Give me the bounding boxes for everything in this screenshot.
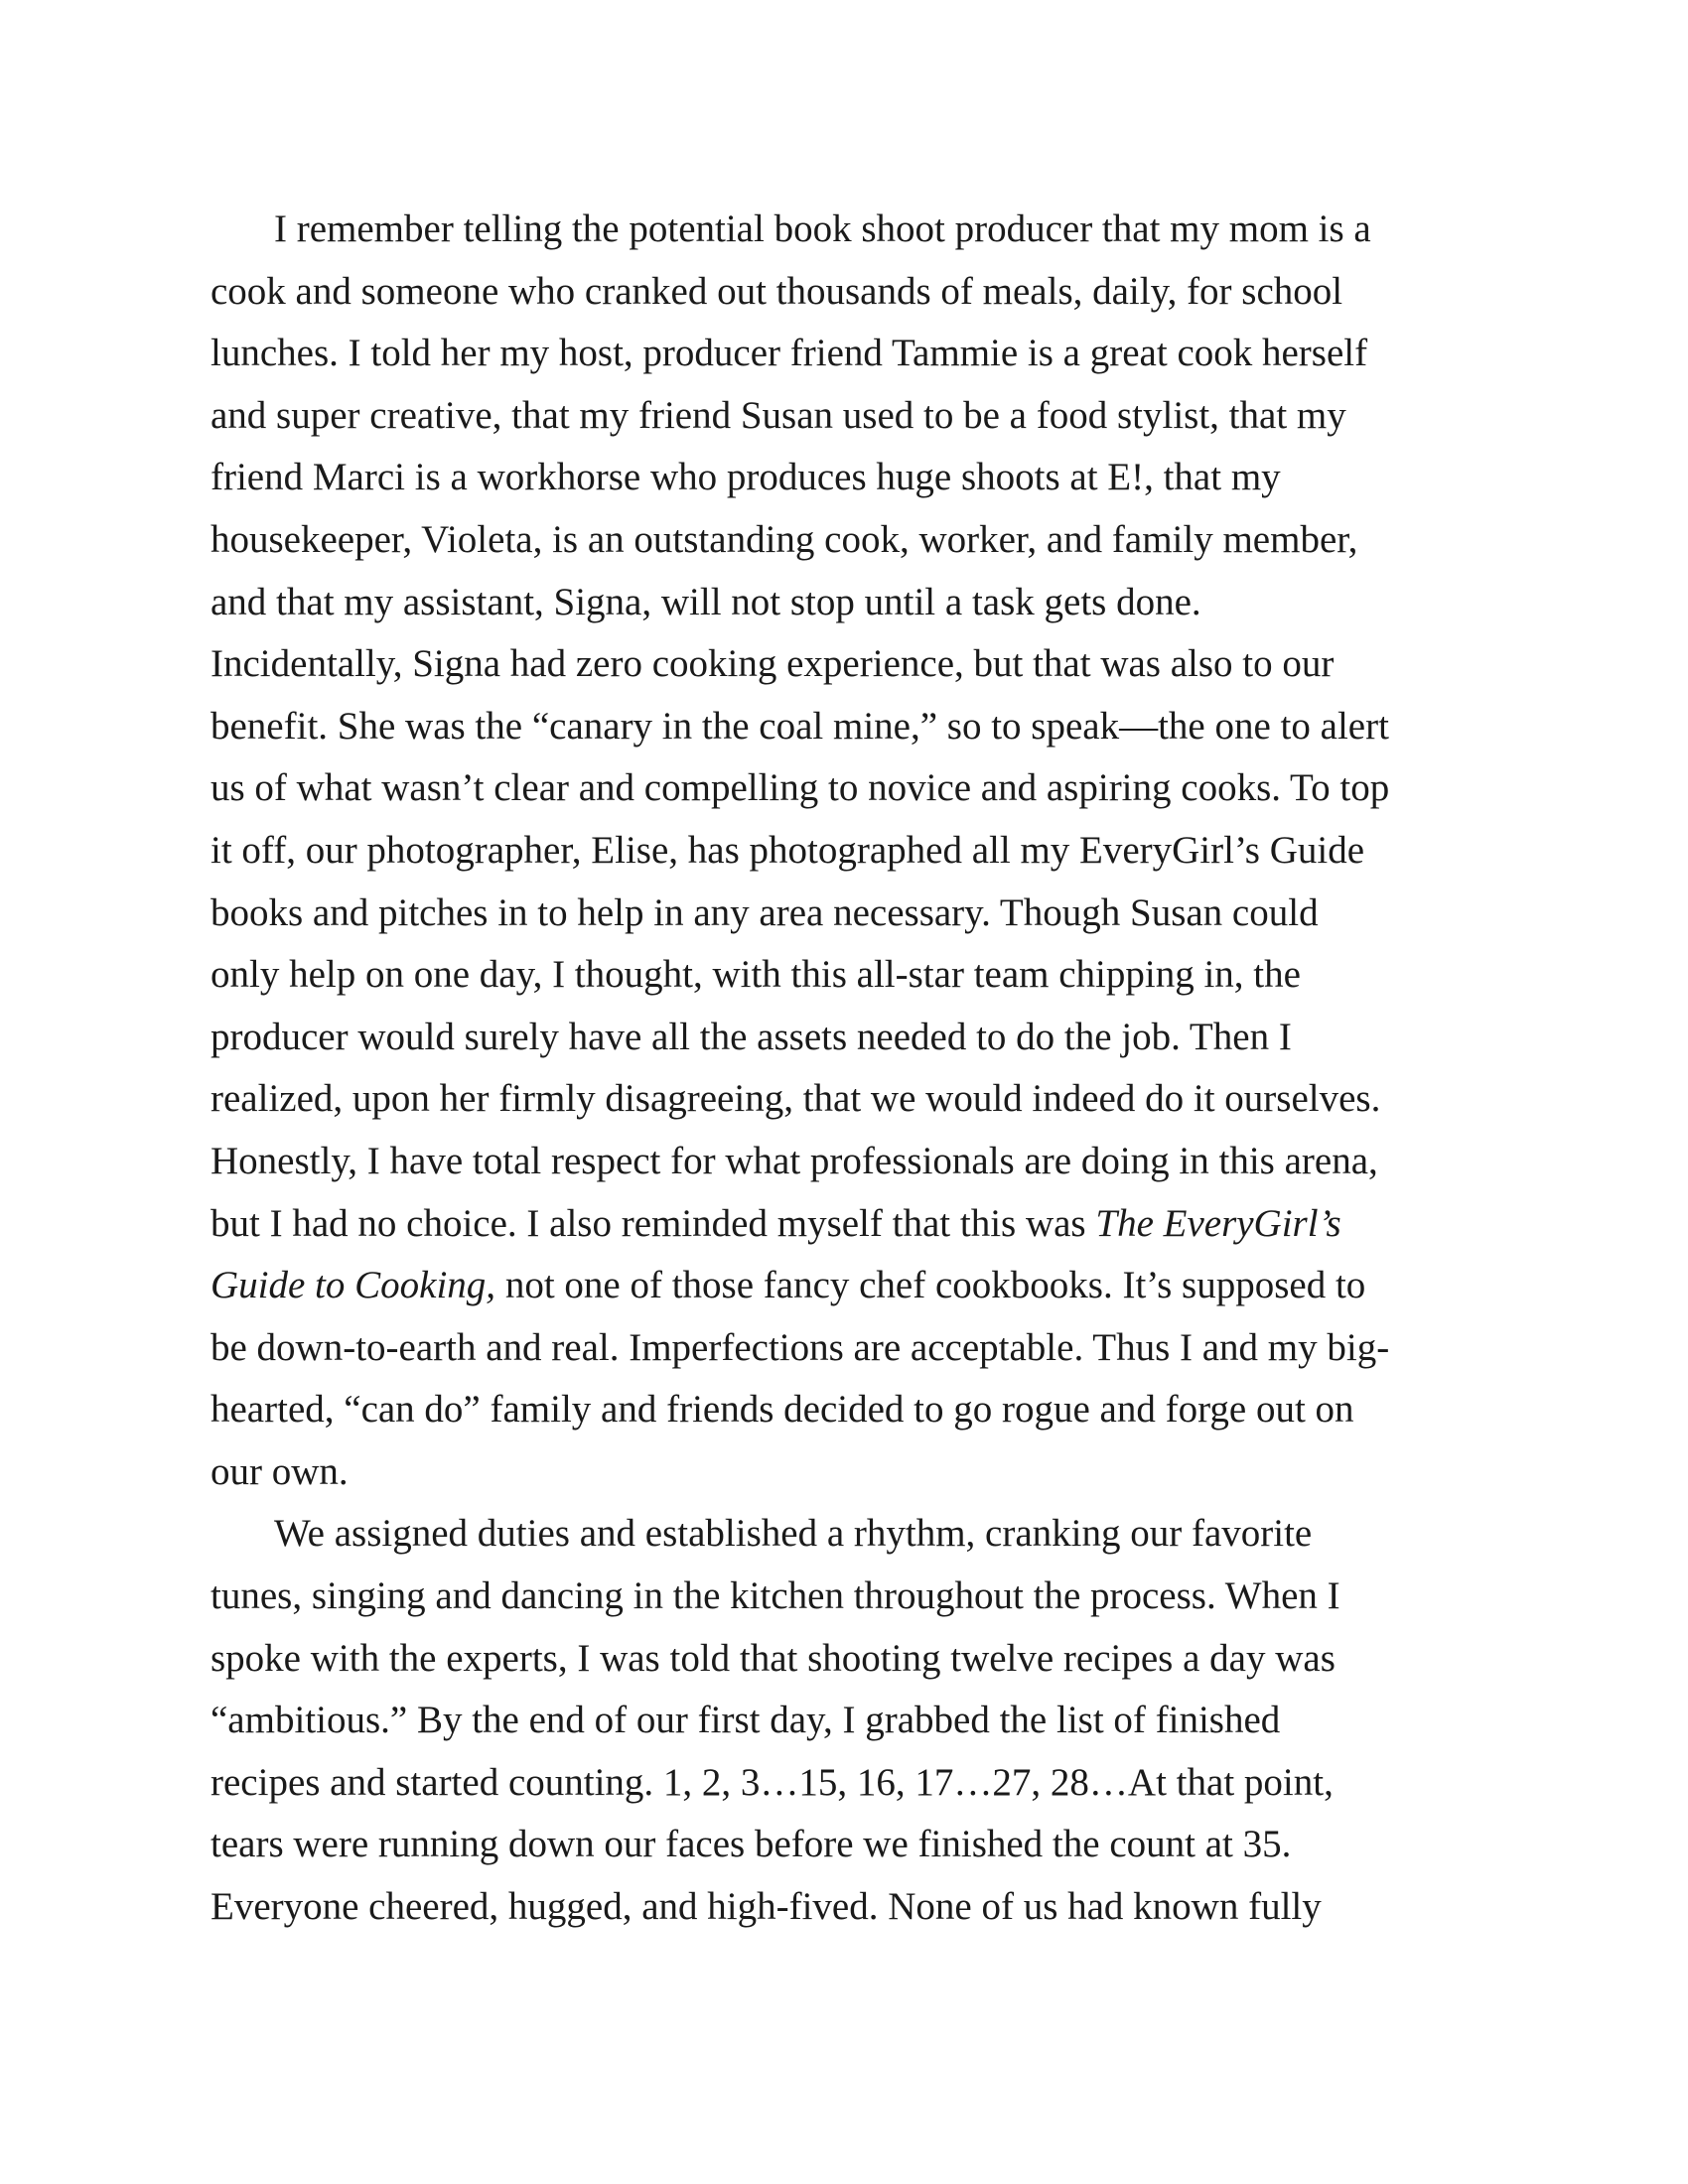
text-line — [211, 1876, 1491, 1939]
text-segment: not one of those fancy chef cookbooks. It’s supposed to — [495, 1264, 1366, 1307]
text-segment: recipes and started counting. 1, 2, 3…15, 16, 17…27, 28…At that point, — [211, 1760, 1334, 1804]
text-line — [211, 1690, 1491, 1752]
text-segment: books and pitches in to help in any area necessary. Though Susan could — [211, 890, 1319, 934]
text-segment: benefit. She was the “canary in the coal mine,” so to speak—the one to alert — [211, 704, 1389, 748]
text-segment: friend Marci is a workhorse who produces huge shoots at E!, that my — [211, 456, 1281, 499]
text-line — [211, 323, 1491, 385]
text-segment: We assigned duties and established a rhythm, cranking our favorite — [274, 1512, 1313, 1556]
text-line — [211, 1317, 1491, 1380]
text-segment: spoke with the experts, I was told that shooting twelve recipes a day was — [211, 1636, 1336, 1680]
text-line — [211, 261, 1491, 324]
text-segment: Honestly, I have total respect for what professionals are doing in this arena, — [211, 1139, 1378, 1182]
text-segment: it off, our photographer, Elise, has photographed all my EveryGirl’s Guide — [211, 828, 1365, 872]
text-line — [211, 572, 1491, 634]
text-segment: and super creative, that my friend Susan used to be a food stylist, that my — [211, 393, 1346, 437]
italic-title-text: Guide to Cooking, — [211, 1264, 496, 1307]
text-line — [211, 696, 1491, 758]
text-line — [211, 1255, 1491, 1317]
text-segment: Everyone cheered, hugged, and high-fived. None of us had known fully — [211, 1885, 1322, 1929]
text-segment: I remember telling the potential book shoot producer that my mom is a — [274, 207, 1371, 250]
text-line — [211, 1503, 1491, 1566]
text-segment: us of what wasn’t clear and compelling to novice and aspiring cooks. To top — [211, 766, 1390, 810]
text-line — [211, 509, 1491, 572]
text-line — [211, 1193, 1491, 1256]
text-line — [211, 1814, 1491, 1876]
text-line — [211, 1131, 1491, 1193]
text-line — [211, 1441, 1491, 1504]
text-segment: producer would surely have all the assets needed to do the job. Then I — [211, 1015, 1292, 1058]
text-line — [211, 883, 1491, 945]
text-segment: be down-to-earth and real. Imperfections are acceptable. Thus I and my big- — [211, 1325, 1390, 1369]
text-segment: our own. — [211, 1449, 349, 1493]
text-line — [211, 199, 1491, 261]
body-text — [211, 199, 1491, 1939]
text-line — [211, 1628, 1491, 1691]
text-line — [211, 944, 1491, 1007]
text-line — [211, 820, 1491, 883]
text-line — [211, 1068, 1491, 1131]
text-segment: and that my assistant, Signa, will not stop until a task gets done. — [211, 580, 1201, 623]
text-segment: only help on one day, I thought, with this all-star team chipping in, the — [211, 953, 1301, 997]
text-segment: “ambitious.” By the end of our first day, I grabbed the list of finished — [211, 1699, 1281, 1742]
text-line — [211, 1752, 1491, 1815]
text-segment: cook and someone who cranked out thousands of meals, daily, for school — [211, 269, 1343, 313]
text-line — [211, 757, 1491, 820]
italic-title-text: The EveryGirl’s — [1095, 1201, 1341, 1245]
text-segment: but I had no choice. I also reminded myself that this was — [211, 1201, 1096, 1245]
text-line — [211, 633, 1491, 696]
text-segment: housekeeper, Violeta, is an outstanding cook, worker, and family member, — [211, 517, 1358, 561]
text-line — [211, 1379, 1491, 1441]
text-line — [211, 447, 1491, 509]
text-segment: realized, upon her firmly disagreeing, that we would indeed do it ourselves. — [211, 1077, 1381, 1121]
text-segment: tears were running down our faces before we finished the count at 35. — [211, 1823, 1292, 1866]
text-segment: Incidentally, Signa had zero cooking experience, but that was also to our — [211, 642, 1335, 686]
text-segment: lunches. I told her my host, producer friend Tammie is a great cook herself — [211, 332, 1368, 375]
text-segment: tunes, singing and dancing in the kitchen throughout the process. When I — [211, 1574, 1340, 1618]
paragraph — [211, 1503, 1491, 1938]
text-segment: hearted, “can do” family and friends decided to go rogue and forge out on — [211, 1388, 1354, 1432]
text-line — [211, 1566, 1491, 1628]
text-line — [211, 385, 1491, 448]
text-line — [211, 1007, 1491, 1069]
paragraph — [211, 199, 1491, 1503]
